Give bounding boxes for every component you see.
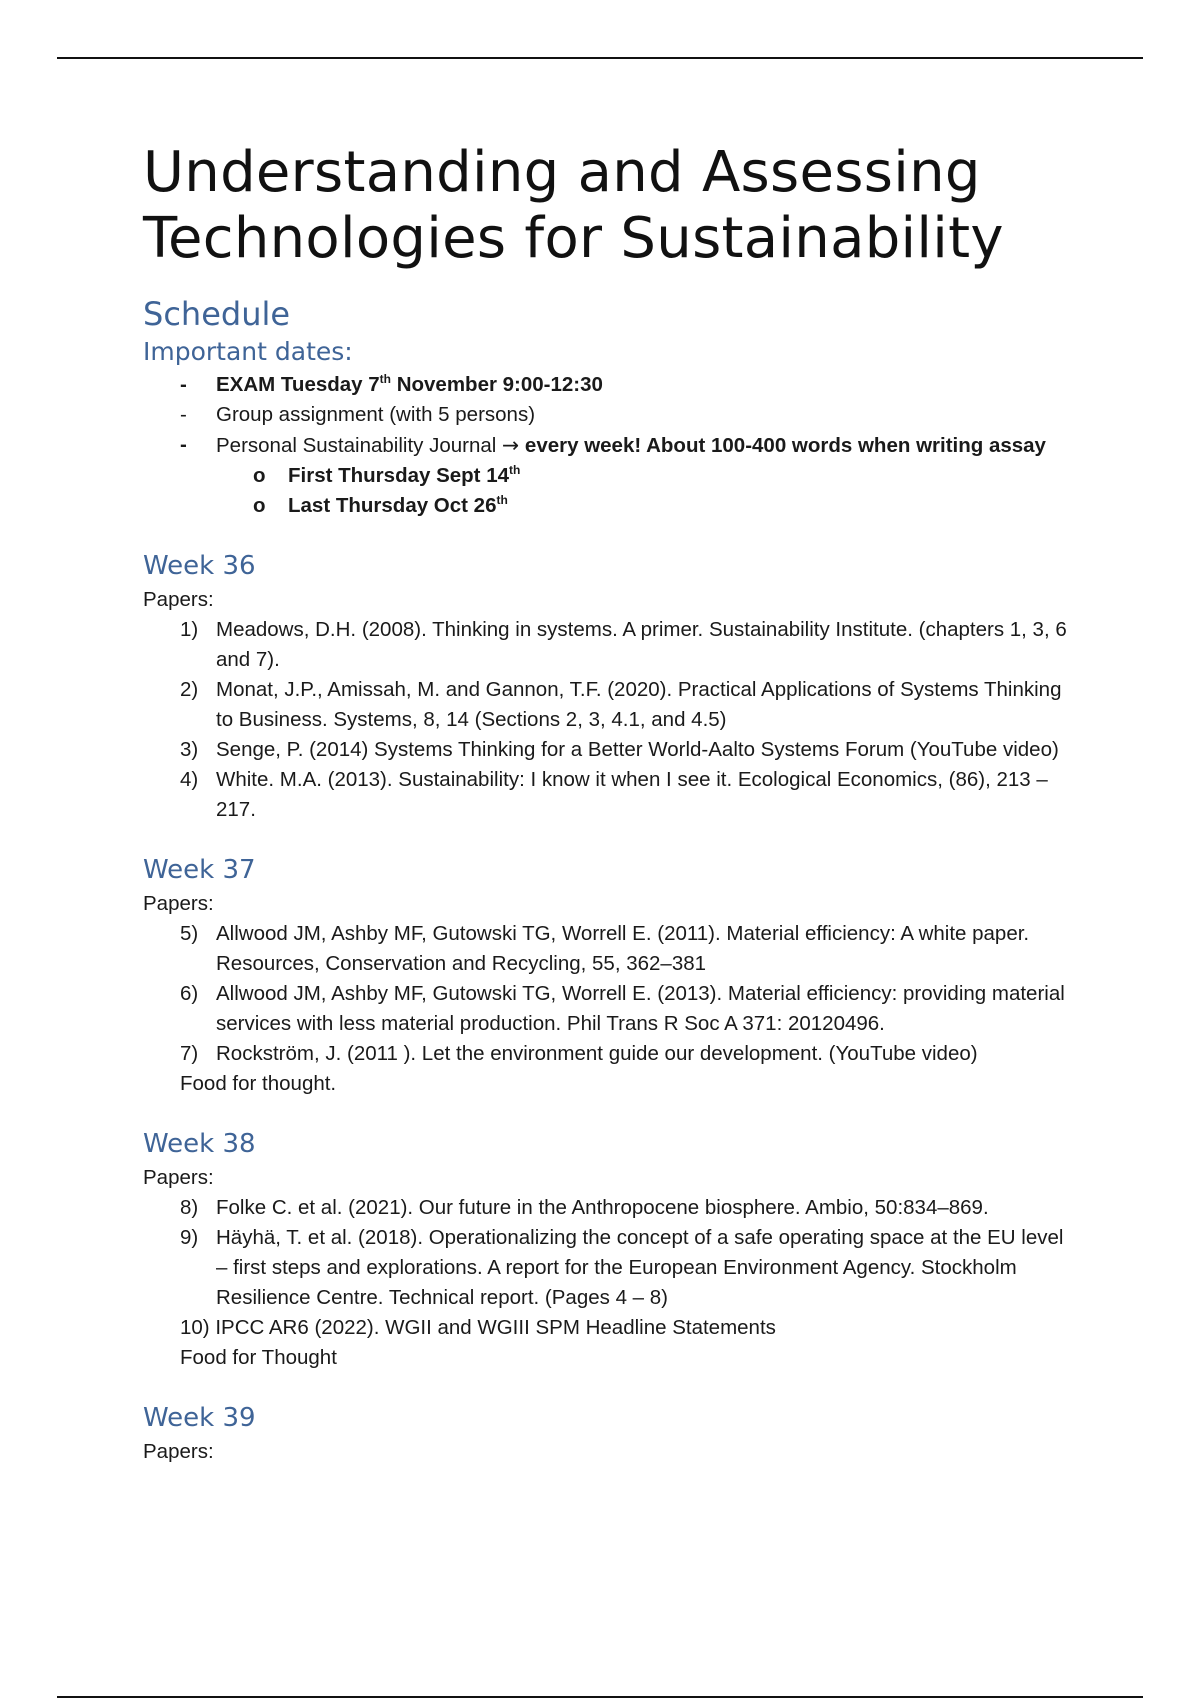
papers-label: Papers: <box>143 1166 214 1189</box>
journal-dates-list <box>143 461 1073 521</box>
paper-citation: White. M.A. (2013). Sustainability: I know it when I see it. Ecological Economics, (86), 213 – 217. <box>216 768 1048 821</box>
week-39-heading: Week 39 <box>143 1403 256 1433</box>
journal-frequency: every week! About 100-400 words when writing assay <box>519 434 1046 457</box>
circle-bullet: o <box>253 494 266 517</box>
last-date-ordinal: th <box>496 493 508 508</box>
paper-item <box>143 979 1073 1039</box>
circle-bullet: o <box>253 464 266 487</box>
papers-label: Papers: <box>143 892 214 915</box>
exam-text: EXAM Tuesday 7 <box>216 373 380 396</box>
dash-bullet: - <box>180 373 187 396</box>
paper-citation: Allwood JM, Ashby MF, Gutowski TG, Worrell E. (2011). Material efficiency: A white paper. Resources, Conservation and Recycling, 55, 362–381 <box>216 922 1030 975</box>
journal-last-date <box>143 491 1073 521</box>
first-date-ordinal: th <box>509 463 521 478</box>
week-38-heading: Week 38 <box>143 1129 256 1159</box>
paper-citation: Allwood JM, Ashby MF, Gutowski TG, Worrell E. (2013). Material efficiency: providing material services with less material production. Phil Trans R Soc A 371: 20120496. <box>216 982 1065 1035</box>
paper-item <box>143 1313 1073 1343</box>
week-37-heading: Week 37 <box>143 855 256 885</box>
paper-number: 5) <box>180 922 199 945</box>
exam-ordinal: th <box>379 372 391 387</box>
arrow-right-icon: → <box>502 433 520 457</box>
document-page <box>143 140 1073 1467</box>
paper-item <box>143 765 1073 825</box>
paper-item <box>143 1223 1073 1313</box>
journal-item <box>143 430 1073 461</box>
week-36-papers <box>143 615 1073 825</box>
paper-item <box>143 615 1073 675</box>
title-line-2: Technologies for Sustainability <box>143 206 1004 271</box>
week-37-section <box>143 853 1073 1099</box>
paper-number: 1) <box>180 618 199 641</box>
important-dates-heading: Important dates: <box>143 337 353 366</box>
week-38-papers <box>143 1193 1073 1343</box>
paper-citation: Häyhä, T. et al. (2018). Operationalizing the concept of a safe operating space at the EU level – first steps and explorations. A report for the European Environment Agency. Stockholm Resilience Centre. Technical report. (Pages 4 – 8) <box>216 1226 1064 1309</box>
group-assignment-text: Group assignment (with 5 persons) <box>216 403 536 426</box>
journal-first-date <box>143 461 1073 491</box>
food-for-thought: Food for thought. <box>180 1072 337 1095</box>
paper-citation: IPCC AR6 (2022). WGII and WGIII SPM Headline Statements <box>215 1316 776 1339</box>
week-38-section <box>143 1127 1073 1373</box>
week-39-section <box>143 1401 1073 1467</box>
paper-item <box>143 1193 1073 1223</box>
header-rule <box>57 57 1143 59</box>
paper-item <box>143 735 1073 765</box>
week-36-heading: Week 36 <box>143 551 256 581</box>
papers-label: Papers: <box>143 1440 214 1463</box>
footer-rule <box>57 1696 1143 1698</box>
paper-citation: Folke C. et al. (2021). Our future in the Anthropocene biosphere. Ambio, 50:834–869. <box>216 1196 989 1219</box>
exam-time: November 9:00-12:30 <box>391 373 603 396</box>
document-title <box>143 140 1073 272</box>
paper-number: 10) <box>180 1316 210 1339</box>
week-36-section <box>143 549 1073 825</box>
paper-item <box>143 675 1073 735</box>
week-37-papers <box>143 919 1073 1069</box>
exam-date-item <box>143 370 1073 400</box>
paper-number: 7) <box>180 1042 199 1065</box>
papers-label: Papers: <box>143 588 214 611</box>
paper-item <box>143 1039 1073 1069</box>
dash-bullet: - <box>180 433 187 456</box>
paper-number: 9) <box>180 1226 199 1249</box>
paper-item <box>143 919 1073 979</box>
last-date-text: Last Thursday Oct 26 <box>288 494 497 517</box>
paper-number: 6) <box>180 982 199 1005</box>
paper-citation: Monat, J.P., Amissah, M. and Gannon, T.F. (2020). Practical Applications of Systems Thinking to Business. Systems, 8, 14 (Sections 2, 3, 4.1, and 4.5) <box>216 678 1062 731</box>
paper-citation: Meadows, D.H. (2008). Thinking in systems. A primer. Sustainability Institute. (chapters 1, 3, 6 and 7). <box>216 618 1067 671</box>
title-line-1: Understanding and Assessing <box>143 140 981 205</box>
important-dates-list <box>143 370 1073 461</box>
paper-citation: Rockström, J. (2011 ). Let the environment guide our development. (YouTube video) <box>216 1042 978 1065</box>
group-assignment-item <box>143 400 1073 430</box>
paper-number: 8) <box>180 1196 199 1219</box>
paper-number: 2) <box>180 678 199 701</box>
journal-text: Personal Sustainability Journal <box>216 434 503 457</box>
paper-number: 3) <box>180 738 199 761</box>
dash-bullet: - <box>180 403 187 426</box>
paper-number: 4) <box>180 768 199 791</box>
paper-citation: Senge, P. (2014) Systems Thinking for a Better World-Aalto Systems Forum (YouTube video) <box>216 738 1059 761</box>
first-date-text: First Thursday Sept 14 <box>288 464 510 487</box>
food-for-thought: Food for Thought <box>180 1346 337 1369</box>
schedule-heading: Schedule <box>143 295 291 333</box>
